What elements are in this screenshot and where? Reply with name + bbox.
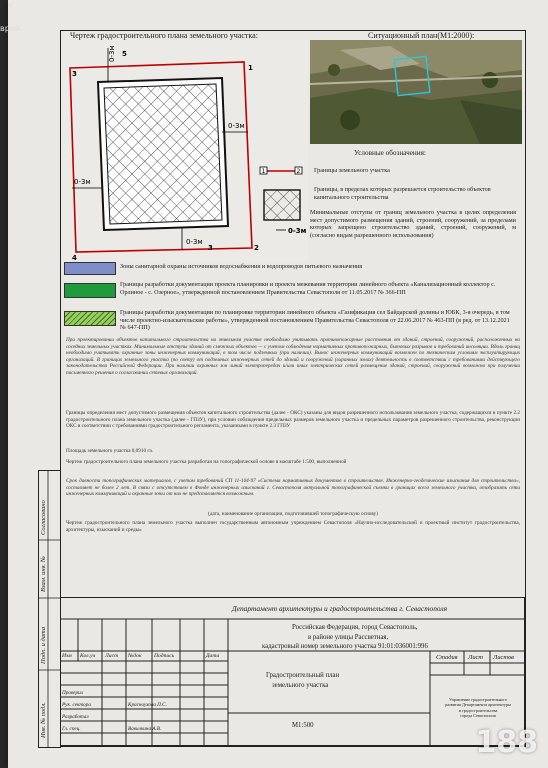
role-label: Проверил [62, 690, 83, 696]
setback-label: 0-3м [228, 122, 245, 130]
legend-mark: 0-3м [288, 227, 307, 235]
point-label: 2 [254, 244, 259, 252]
setback-label: 0-3м [74, 178, 91, 186]
note-topo-caption: (дата, наименование организации, подготовившей топографическую основу) [208, 511, 378, 517]
side-label-inventory: Инв. № подл. [40, 702, 47, 738]
location-line: кадастровый номер земельного участка 91:01:036001:996 [262, 643, 428, 650]
role-label: Гл. спец. [62, 726, 81, 732]
legend-title: Условные обозначения: [354, 149, 426, 157]
edge-line: врой [0, 24, 20, 33]
doc-title-line: Градостроительный план [266, 672, 340, 679]
hatched-zone-symbol [264, 190, 300, 220]
stamp-line: развития Департамента архитектуры [445, 702, 511, 708]
location-line: в районе улицы Рассветная, [308, 634, 389, 641]
point-label: 3 [208, 244, 213, 252]
column-header: Дата [206, 653, 220, 659]
zone-text-sewer: Границы разработки документации проекта планировки и проекта межевания территории линейного объекта «Канализационный коллектор с. Орлиное - с. Озерное», утвержденной постановлением Правительства Севастополя от 11.05.2017 № 366-ПП [120, 281, 496, 296]
legend-item-parcel: Границы земельного участка [314, 167, 390, 174]
stage-header: Лист [468, 654, 483, 661]
edge-text [0, 2, 20, 33]
note-executor: Чертеж градостроительного плана земельного участка выполнен государственным автономным учреждением Севастополя «Научно-исследовательский и проектный институт градостроительства, архитектуры, изысканий и среды» [66, 520, 520, 533]
legend-symbols [258, 158, 312, 270]
role-label: Рук. сектора [62, 702, 91, 708]
department-name: Департамент архитектуры и градостроительства г. Севастополя [232, 604, 448, 613]
hatched-zone [104, 84, 222, 224]
stamp-line: города Севастополя [460, 713, 496, 719]
point-label: 3 [72, 70, 77, 78]
legend-item-setback: Минимальные отступы от границ земельного участка в целях определения мест допустимого размещения зданий, строений, сооружений, за пределами которых запрещено строительство зданий, строений, сооружений, м (согласно видам разрешенного использования) [310, 209, 516, 239]
column-header: Лист [105, 653, 119, 659]
column-header: Изм [62, 653, 72, 659]
setback-label: 0-3м [108, 45, 116, 62]
point-label: 1 [248, 64, 253, 72]
side-label-replaced: Взам. инв. № [40, 556, 47, 592]
zone-swatch-water [64, 262, 116, 275]
note-topo-scale: Чертеж градостроительного плана земельного участка разработан на топографической основе в масштабе 1:500, выполненной [66, 459, 347, 465]
stamp-line: Управление градостроительного [449, 697, 507, 702]
stage-header: Листов [493, 654, 514, 661]
aerial-photo [310, 40, 522, 144]
zone-swatch-gas [64, 311, 116, 326]
doc-title-line: земельного участка [272, 682, 329, 689]
legend-mark: 1 [261, 168, 266, 175]
note-topo-age: Срок давности топографических материалов, с учетом требований СП 11-104-97 «Система нормативных документов в строительстве. Инженерно-геодезические изыскания для строительства», составляет не более 2 лет. В связи с отсутствием в Фонде инженерных изысканий г. Севастополя актуальной топографической съемки в границах всего земельного участка, отобразить сети инженерных коммуникаций и охранные зоны от них не представляется возможным. [66, 478, 520, 498]
note-oks-boundaries: Границы определения мест допустимого размещения объектов капитального строительства (далее - ОКС) указаны для видов разрешенного использования земельного участка, содержащихся в пункте 2.2 градостроительного плана земельного участка (далее - ГПЗУ), при условии соблюдения предельных размеров земельного участка и предельных параметров разрешенного строительства, реконструкции ОКС в соответствии с требованиями градостроительного регламента, указанными в пункте 2.3 ГПЗУ [66, 410, 520, 430]
setback-label: 0-3м [186, 238, 203, 246]
location-line: Российская Федерация, город Севастополь, [292, 624, 418, 631]
plan-title: Чертеж градостроительного плана земельного участка: [70, 31, 258, 40]
stamp-line: и градостроительства [458, 707, 498, 713]
legend-item-buildable: Границы, в пределах которых разрешается строительство объектов капитального строительства [314, 186, 491, 201]
zone-text-water: Зоны санитарной охраны источников водоснабжения и водопроводов питьевого назначения [120, 263, 363, 270]
role-name: Красноухова П.С. [128, 702, 167, 708]
zone-swatch-sewer [64, 283, 116, 298]
stage-header: Стадия [436, 654, 458, 661]
point-label: 5 [122, 50, 127, 58]
role-name: Вавилкина А.В. [128, 726, 162, 732]
point-label: 4 [72, 254, 77, 262]
side-label-signature: Подп. и дата [40, 626, 47, 664]
role-label: Разработал [62, 714, 89, 720]
stamp-block [432, 697, 524, 719]
note-area: Площадь земельного участка 0,0910 га. [66, 448, 154, 454]
column-header: Кол.уч [80, 653, 96, 659]
column-header: Подпись [154, 653, 175, 659]
situation-title: Ситуационный план(М1:2000): [368, 31, 475, 40]
page-counter-watermark: 188 [475, 725, 538, 760]
note-fire-safety: При проектировании объектов капитального строительства на земельном участке необходимо учитывать противопожарные расстояния от зданий, строений, сооружений, расположенных на соседних земельных участках. Минимальные отступы зданий от смежных объектов — с учетом соблюдения нормативных противопожарных, бытовых разрывов и требований инсоляции. Вдоль границ необходимо учитывать охранные зоны инженерных коммуникаций, в том числе подземных (при наличии). Вынос инженерных коммуникаций возможен по техническим условиям эксплуатирующих организаций. В границах земельного участка (по свету) от подземных инженерных сетей до зданий и сооружений (охранных зонах) деятельность в соответствии с требованиями действующего законодательства Российской Федерации. При наличии охранных зон линий электропередач и/или иных электрических сетей размещение зданий, строений, сооружений возможно при получении письменного решения о согласовании сетевых организаций. [66, 337, 520, 376]
edge-line: т [8, 2, 13, 11]
scale-label: М1:500 [292, 722, 314, 729]
column-header: №док [128, 653, 142, 659]
zone-text-gas: Границы разработки документации по планировке территории линейного объекта «Газификация сел Байдарской долины и ЮБК, 3-я очередь, в том числе проектно-изыскательские работы», утвержденной постановлением Правительства Севастополя от 22.06.2017 № 463-ПП (в ред. от 13.12.2021 № 647-ПП) [120, 309, 510, 332]
side-label-approved: Согласовано [40, 500, 47, 535]
legend-mark: 2 [296, 168, 301, 175]
